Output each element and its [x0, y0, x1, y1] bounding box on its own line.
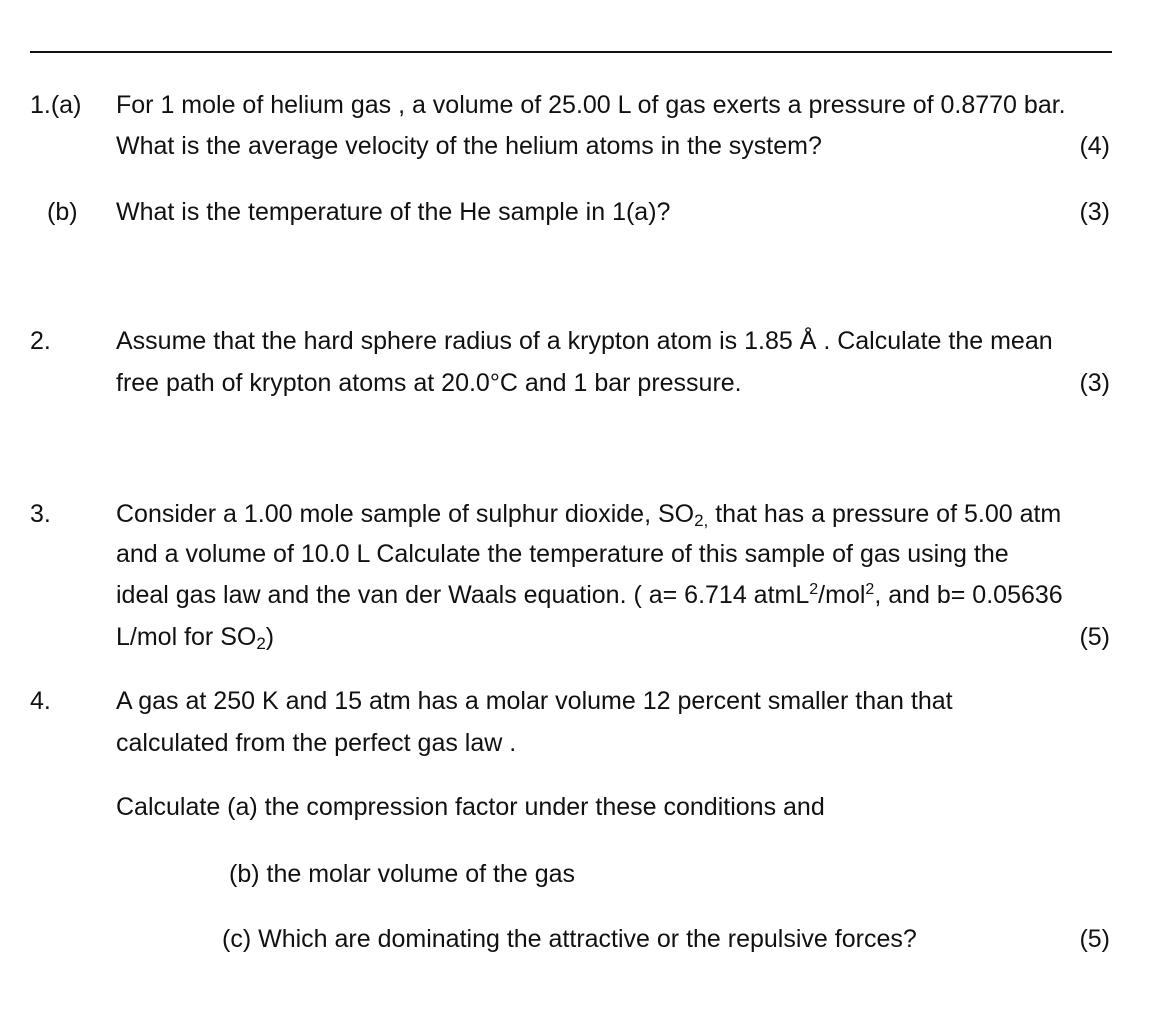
q1a-line1: For 1 mole of helium gas , a volume of 25.00 L of gas exerts a pressure of 0.8770 bar.	[116, 91, 1066, 119]
q2-line2: free path of krypton atoms at 20.0°C and 1 bar pressure.	[116, 369, 742, 397]
q3-line1: Consider a 1.00 mole sample of sulphur dioxide, $SO_{2,}$ that has a pressure of 5.00 atm	[116, 500, 1062, 530]
q3-number: 3.	[30, 500, 51, 528]
q4-marks: (5)	[1079, 925, 1110, 953]
q1b-label: (b)	[47, 198, 78, 226]
q4-line1: A gas at 250 K and 15 atm has a molar volume 12 percent smaller than that	[116, 687, 953, 715]
top-rule	[30, 51, 1112, 53]
q1-number: 1.(a)	[30, 91, 82, 119]
q4-number: 4.	[30, 687, 51, 715]
q1b-marks: (3)	[1079, 198, 1110, 226]
q2-line1: Assume that the hard sphere radius of a krypton atom is 1.85 Å . Calculate the mean	[116, 327, 1053, 355]
q3-line4: L/mol for $SO_2$)	[116, 623, 275, 653]
q4-line2: calculated from the perfect gas law .	[116, 729, 517, 757]
q1a-line2: What is the average velocity of the helium atoms in the system?	[116, 132, 822, 160]
q4-part-c: (c) Which are dominating the attractive or the repulsive forces?	[222, 925, 917, 953]
q4-part-b: (b) the molar volume of the gas	[229, 860, 575, 888]
q2-marks: (3)	[1079, 369, 1110, 397]
q1b-text: What is the temperature of the He sample in 1(a)?	[116, 198, 671, 226]
q1a-marks: (4)	[1079, 132, 1110, 160]
q4-part-a: Calculate (a) the compression factor under these conditions and	[116, 793, 825, 821]
q2-number: 2.	[30, 327, 51, 355]
q3-line2: and a volume of 10.0 L Calculate the temperature of this sample of gas using the	[116, 540, 1009, 568]
q3-line3: ideal gas law and the van der Waals equation. ( a= 6.714 atmL$^2$/mol$^2$, and b= 0.05636	[116, 581, 1063, 609]
q3-marks: (5)	[1079, 623, 1110, 651]
